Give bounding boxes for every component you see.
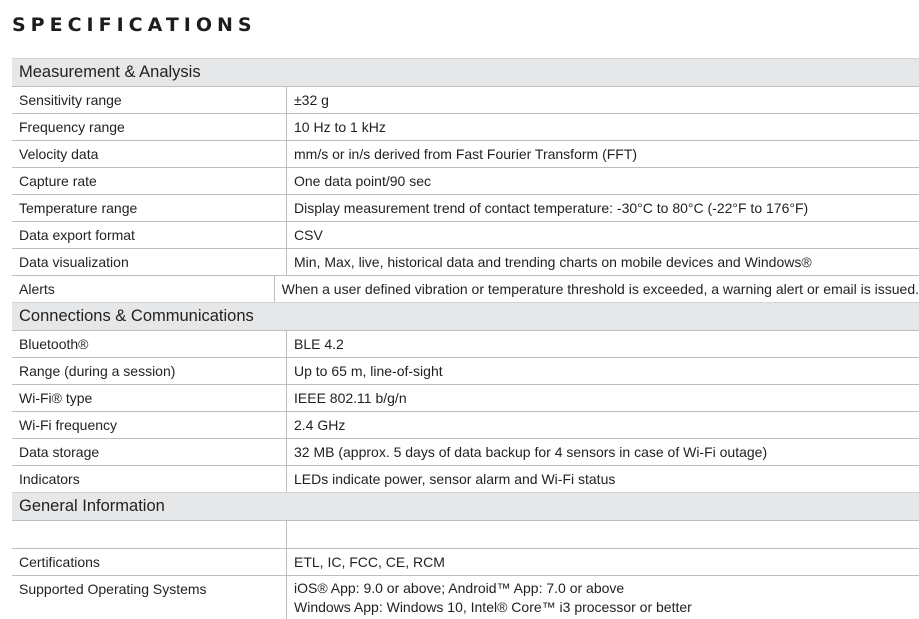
row-value: One data point/90 sec bbox=[294, 173, 431, 189]
row-label: Range (during a session) bbox=[12, 358, 287, 384]
row-value: 32 MB (approx. 5 days of data backup for 4 sensors in case of Wi-Fi outage) bbox=[294, 444, 768, 460]
row-label: Sensitivity range bbox=[12, 87, 287, 113]
table-row bbox=[12, 194, 919, 221]
row-label: Wi-Fi® type bbox=[12, 385, 287, 411]
table-row bbox=[12, 465, 919, 492]
table-row bbox=[12, 248, 919, 275]
row-label: Alerts bbox=[12, 276, 275, 302]
table-row bbox=[12, 167, 919, 194]
page-title: SPECIFICATIONS bbox=[12, 14, 257, 36]
row-label: Supported Operating Systems bbox=[12, 576, 287, 619]
table-row bbox=[12, 548, 919, 575]
row-label: Velocity data bbox=[12, 141, 287, 167]
section-header-general-information: General Information bbox=[12, 492, 919, 520]
section-header-measurement-analysis: Measurement & Analysis bbox=[12, 58, 919, 86]
table-row bbox=[12, 275, 919, 302]
row-label: Data export format bbox=[12, 222, 287, 248]
table-row bbox=[12, 221, 919, 248]
table-row bbox=[12, 140, 919, 167]
row-label: Wi-Fi frequency bbox=[12, 412, 287, 438]
row-label: Bluetooth® bbox=[12, 331, 287, 357]
row-label: Frequency range bbox=[12, 114, 287, 140]
row-label: Data visualization bbox=[12, 249, 287, 275]
table-row bbox=[12, 330, 919, 357]
table-row-empty bbox=[12, 520, 919, 548]
table-row bbox=[12, 357, 919, 384]
row-value: LEDs indicate power, sensor alarm and Wi-Fi status bbox=[294, 471, 616, 487]
table-row bbox=[12, 438, 919, 465]
table-row bbox=[12, 113, 919, 140]
section-header-connections-communications: Connections & Communications bbox=[12, 302, 919, 330]
row-value: CSV bbox=[294, 227, 323, 243]
row-label: Certifications bbox=[12, 549, 287, 575]
row-label: Indicators bbox=[12, 466, 287, 492]
table-row bbox=[12, 575, 919, 619]
table-row bbox=[12, 384, 919, 411]
row-label: Temperature range bbox=[12, 195, 287, 221]
row-label bbox=[12, 521, 287, 548]
table-row bbox=[12, 86, 919, 113]
row-value: IEEE 802.11 b/g/n bbox=[294, 390, 407, 406]
row-value: Min, Max, live, historical data and trending charts on mobile devices and Windows® bbox=[294, 254, 812, 270]
row-value-line: iOS® App: 9.0 or above; Android™ App: 7.0 or above bbox=[294, 580, 625, 596]
row-value: mm/s or in/s derived from Fast Fourier Transform (FFT) bbox=[294, 146, 638, 162]
row-value: When a user defined vibration or temperature threshold is exceeded, a warning alert or email is issued. bbox=[281, 281, 919, 297]
row-value-line: Windows App: Windows 10, Intel® Core™ i3 processor or better bbox=[294, 599, 692, 615]
row-value bbox=[287, 521, 919, 548]
row-label: Data storage bbox=[12, 439, 287, 465]
row-value: ±32 g bbox=[294, 92, 329, 108]
row-value: BLE 4.2 bbox=[294, 336, 344, 352]
row-value: 2.4 GHz bbox=[294, 417, 346, 433]
row-value: ETL, IC, FCC, CE, RCM bbox=[294, 554, 445, 570]
specifications-table bbox=[12, 58, 919, 619]
row-value: Display measurement trend of contact temperature: -30°C to 80°C (-22°F to 176°F) bbox=[294, 200, 809, 216]
row-value: Up to 65 m, line-of-sight bbox=[294, 363, 443, 379]
row-label: Capture rate bbox=[12, 168, 287, 194]
table-row bbox=[12, 411, 919, 438]
row-value: 10 Hz to 1 kHz bbox=[294, 119, 386, 135]
